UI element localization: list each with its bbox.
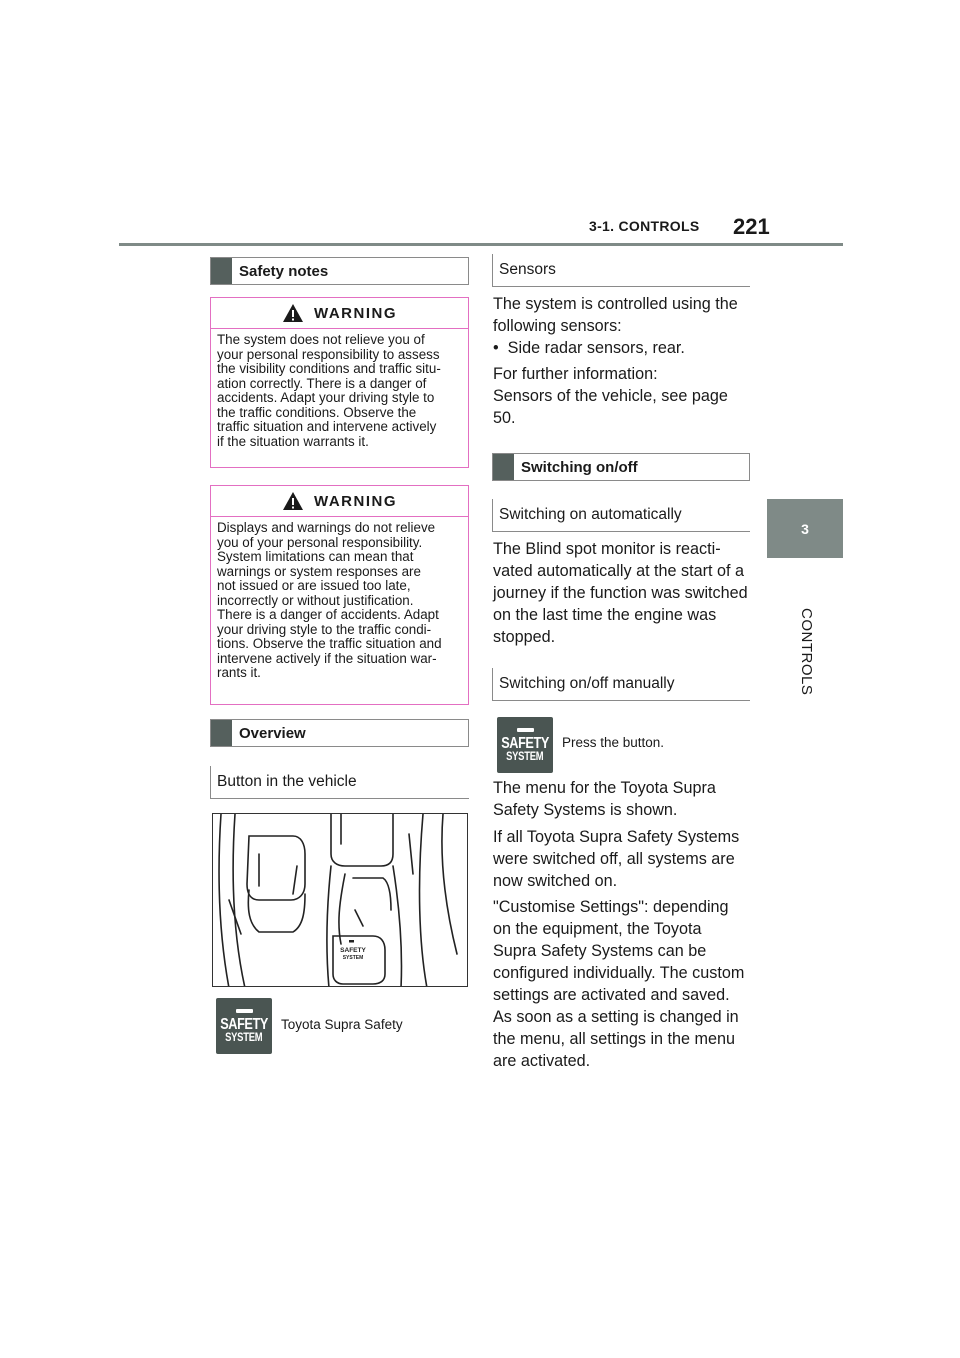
sensors-paragraph: The system is controlled using the following sensors: xyxy=(493,295,738,335)
warning-triangle-icon xyxy=(282,491,304,511)
figure-safety-label: SAFETY xyxy=(340,947,366,954)
switching-heading xyxy=(492,453,750,481)
bullet-mark: • xyxy=(493,339,508,357)
safety-label: SAFETY xyxy=(220,1015,268,1033)
section-title: 3-1. CONTROLS xyxy=(589,218,700,234)
safety-system-button-icon xyxy=(497,717,553,773)
sensors-reference-link[interactable]: Sensors of the vehicle, see page 50. xyxy=(493,387,728,427)
warning-header xyxy=(211,486,468,517)
heading-bar xyxy=(211,720,232,746)
warning-box-2 xyxy=(210,485,469,705)
center-console-drawing xyxy=(213,814,468,987)
chapter-label-text: CONTROLS xyxy=(798,608,815,696)
page-number: 221 xyxy=(733,214,770,239)
console-illustration xyxy=(212,813,468,987)
all-off-paragraph: If all Toyota Supra Safety Systems were switched off, all systems are now switched on. xyxy=(493,828,740,890)
further-info-text: For further information: xyxy=(493,365,658,383)
system-label: SYSTEM xyxy=(225,1031,263,1044)
warning-box-1 xyxy=(210,297,469,468)
press-caption: Press the button. xyxy=(562,735,665,750)
overview-heading xyxy=(210,719,469,747)
warning-triangle-icon xyxy=(282,303,304,323)
indicator-dash xyxy=(236,1009,253,1013)
safety-label: SAFETY xyxy=(501,734,549,752)
overview-heading-text: Overview xyxy=(239,724,306,742)
warning-header xyxy=(211,298,468,329)
system-label: SYSTEM xyxy=(506,750,544,763)
heading-bar xyxy=(211,258,232,284)
auto-subheading: Switching on automatically xyxy=(492,499,750,532)
button-caption: Toyota Supra Safety xyxy=(281,1017,403,1032)
chapter-tab: 3 xyxy=(767,499,843,558)
warning-title: WARNING xyxy=(314,304,397,322)
sensors-bullet xyxy=(493,337,753,359)
safety-notes-heading-text: Safety notes xyxy=(239,262,329,280)
warning-body: The system does not relieve you of your personal responsibility to assess the visibility conditions and traffic situ- ation correctly. There is a danger of accidents. Adapt your driving style to the traffic conditions. Observe the traffic situation and intervene actively if the situation warrants it. xyxy=(217,332,441,449)
switching-heading-text: Switching on/off xyxy=(521,458,638,476)
heading-bar xyxy=(493,454,514,480)
menu-paragraph: The menu for the Toyota Supra Safety Systems is shown. xyxy=(493,779,716,819)
customise-paragraph: "Customise Settings": depending on the equipment, the Toyota Supra Safety Systems can be configured individually. The custom settings are activated and saved. As soon as a setting is changed in the menu, all settings in the menu are activated. xyxy=(493,898,745,1070)
sensors-subheading: Sensors xyxy=(492,254,750,287)
safety-notes-heading xyxy=(210,257,469,285)
warning-title: WARNING xyxy=(314,492,397,510)
figure-system-label: SYSTEM xyxy=(342,955,364,961)
auto-paragraph: The Blind spot monitor is reacti- vated automatically at the start of a journey if the function was switched on the last time the engine was stopped. xyxy=(493,540,748,646)
indicator-dash xyxy=(517,728,534,732)
warning-body: Displays and warnings do not relieve you of your personal responsibility. System limitations can mean that warnings or system responses are not issued or are issued too late, incorrectly or without justification. There is a danger of accidents. Adapt your driving style to the traffic condi- tions. Observe the traffic situation and intervene actively if the situation war- rants it. xyxy=(217,520,442,680)
button-in-vehicle-subheading: Button in the vehicle xyxy=(210,766,469,799)
manual-subheading: Switching on/off manually xyxy=(492,668,750,701)
safety-system-button-icon xyxy=(216,998,272,1054)
header-rule xyxy=(119,243,843,246)
bullet-text: Side radar sensors, rear. xyxy=(507,339,685,357)
